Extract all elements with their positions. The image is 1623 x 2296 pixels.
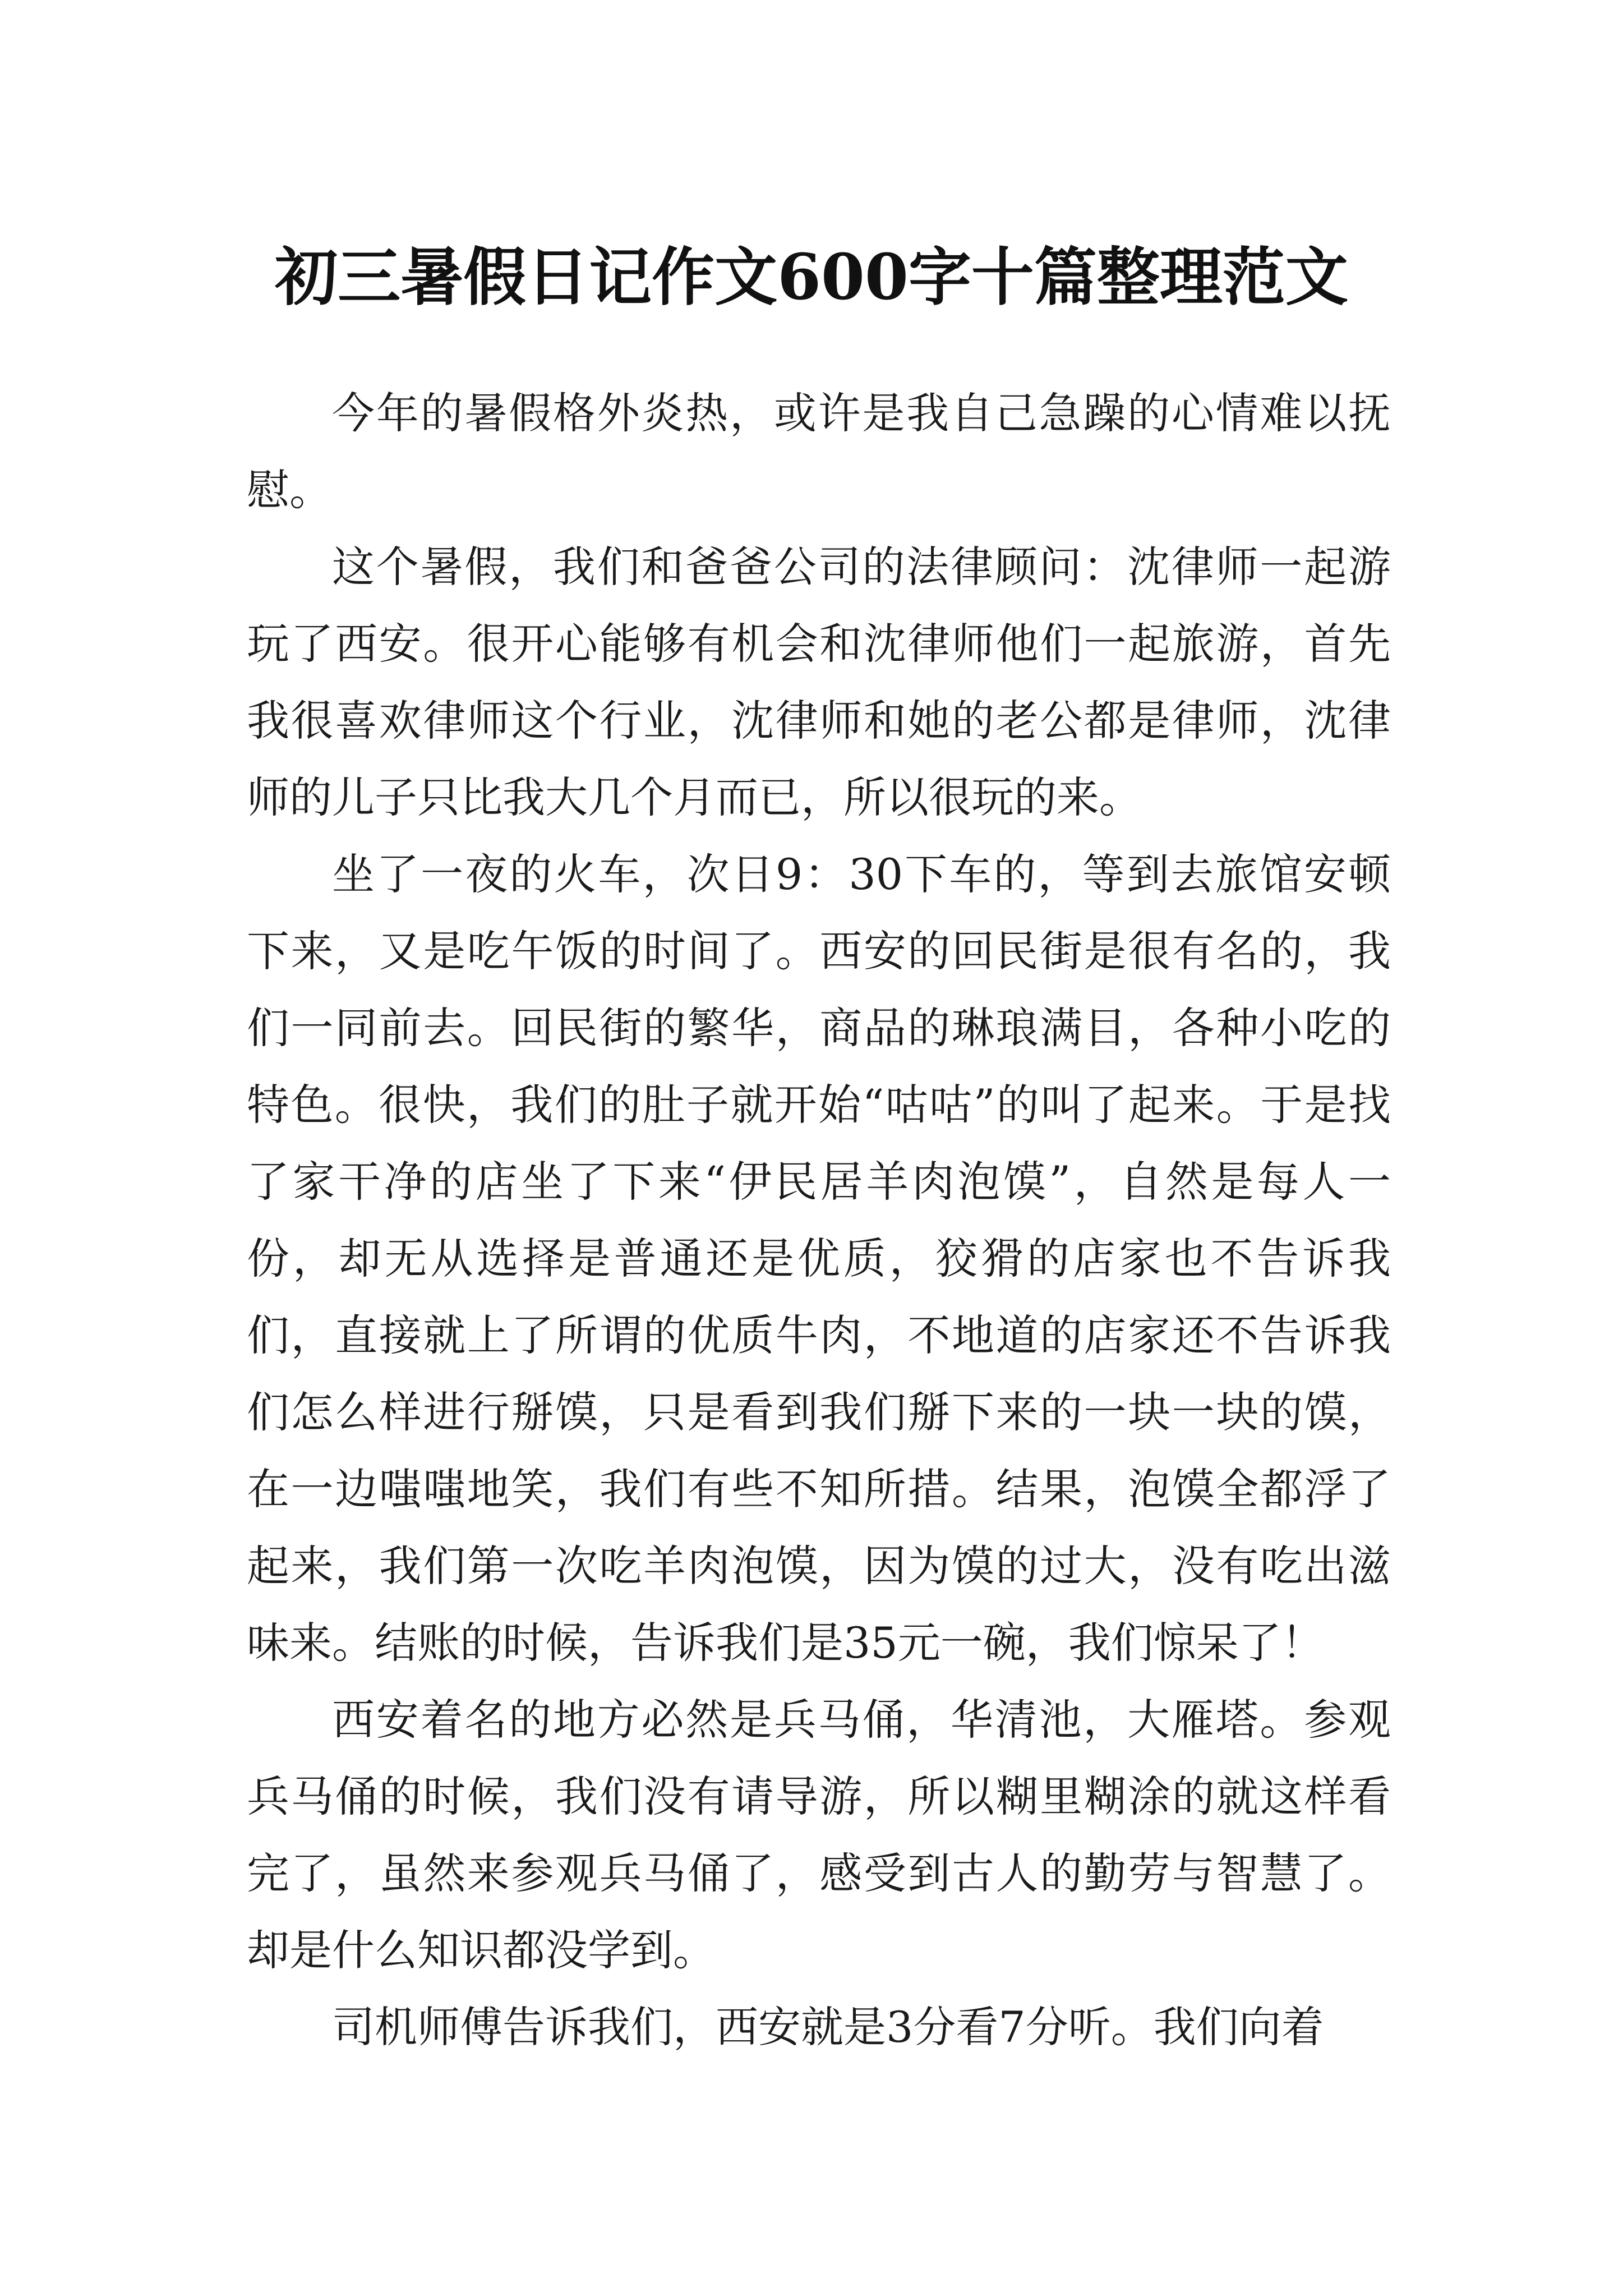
paragraph-3: 坐了一夜的火车，次日9：30下车的，等到去旅馆安顿下来，又是吃午饭的时间了。西安的回民街是很有名的，我们一同前去。回民街的繁华，商品的琳琅满目，各种小吃的特色。很快，我们的肚子就开始“咕咕”的叫了起来。于是找了家干净的店坐了下来“伊民居羊肉泡馍”，自然是每人一份，却无从选择是普通还是优质，狡猾的店家也不告诉我们，直接就上了所谓的优质牛肉，不地道的店家还不告诉我们怎么样进行掰馍，只是看到我们掰下来的一块一块的馍，在一边嗤嗤地笑，我们有些不知所措。结果，泡馍全都浮了起来，我们第一次吃羊肉泡馍，因为馍的过大，没有吃出滋味来。结账的时候，告诉我们是35元一碗，我们惊呆了！ [247,849,1391,1668]
document-title: 初三暑假日记作文600字十篇整理范文 [275,241,1348,315]
paragraph-5: 司机师傅告诉我们，西安就是3分看7分听。我们向着 [332,2002,1324,2052]
paragraph-2: 这个暑假，我们和爸爸公司的法律顾问：沈律师一起游玩了西安。很开心能够有机会和沈律师他们一起旅游，首先我很喜欢律师这个行业，沈律师和她的老公都是律师，沈律师的儿子只比我大几个月而已，所以很玩的来。 [247,542,1391,822]
paragraph-1: 今年的暑假格外炎热，或许是我自己急躁的心情难以抚慰。 [247,388,1391,515]
paragraph-4: 西安着名的地方必然是兵马俑，华清池，大雁塔。参观兵马俑的时候，我们没有请导游，所以糊里糊涂的就这样看完了，虽然来参观兵马俑了，感受到古人的勤劳与智慧了。却是什么知识都没学到。 [247,1695,1391,1975]
document-body [247,375,1391,2065]
